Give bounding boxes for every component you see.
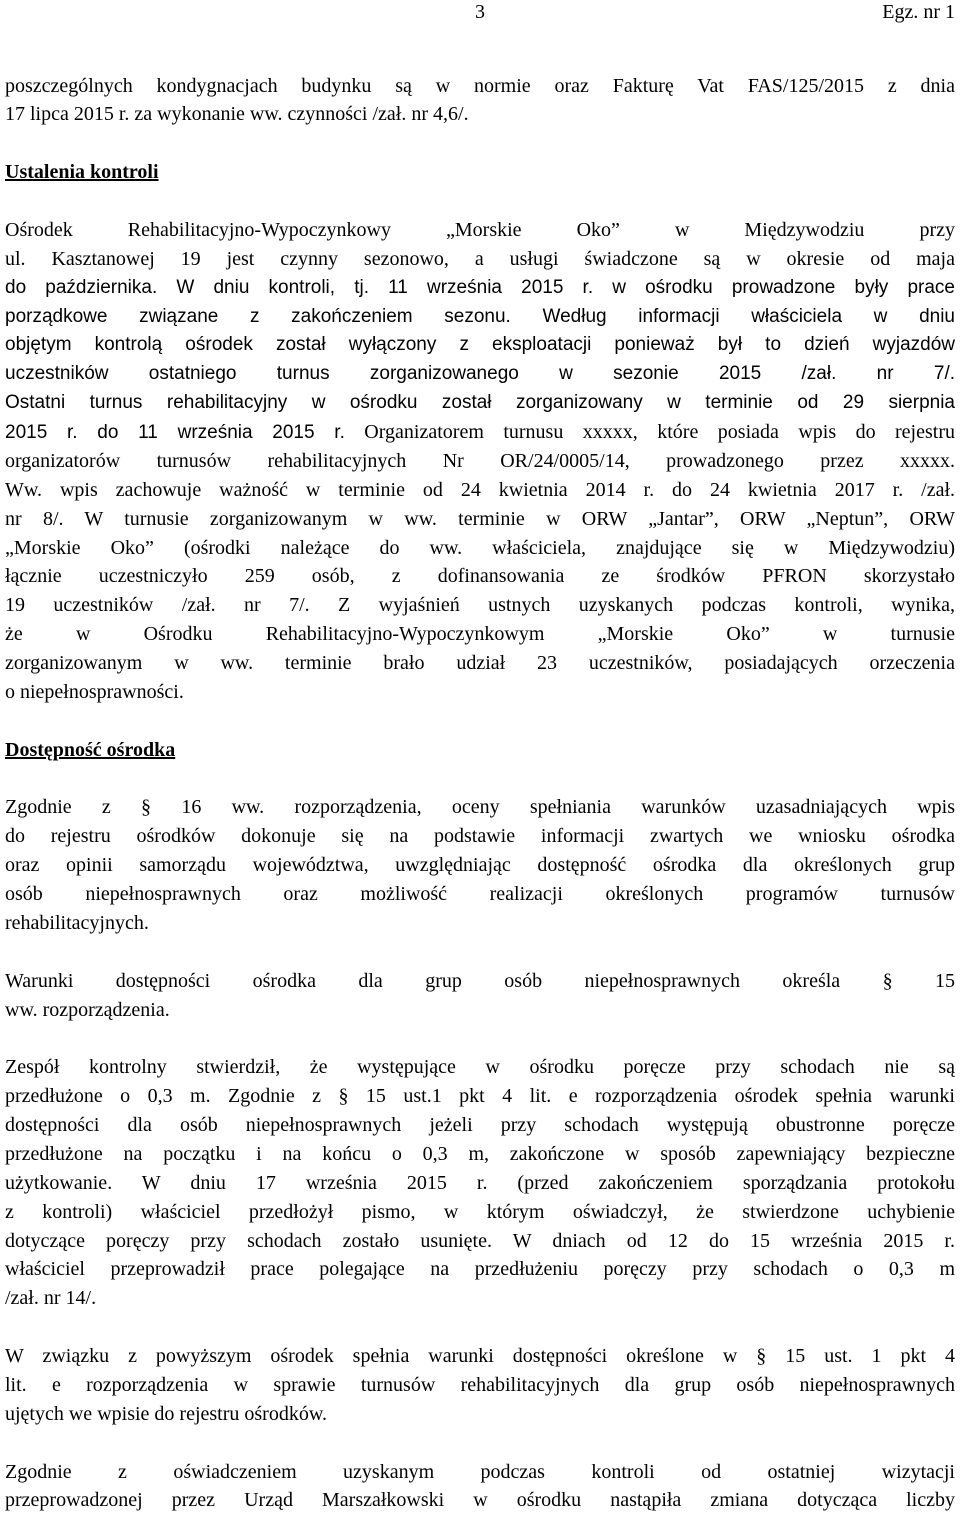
text-line: ww. rozporządzenia. (5, 998, 170, 1021)
text-line: organizatorów turnusów rehabilitacyjnych Nr OR/24/0005/14, prowadzonego przez xxxxx. (5, 449, 955, 472)
text-line: Ww. wpis zachowuje ważność w terminie od 24 kwietnia 2014 r. do 24 kwietnia 2017 r. /zał. (5, 478, 955, 501)
text-line: Zespół kontrolny stwierdził, że występujące w ośrodku poręcze przy schodach nie są (5, 1056, 955, 1079)
text-line: Ostatni turnus rehabilitacyjny w ośrodku został zorganizowany w terminie od 29 sierpnia (5, 392, 955, 414)
text-line: użytkowanie. W dniu 17 września 2015 r. (przed zakończeniem sporządzania protokołu (5, 1171, 955, 1194)
text-line: do rejestru ośrodków dokonuje się na podstawie informacji zwartych we wniosku ośrodka (5, 825, 955, 848)
text-line: że w Ośrodku Rehabilitacyjno-Wypoczynkowym „Morskie Oko” w turnusie (5, 623, 955, 646)
text-segment: 2015 r. do 11 września 2015 r. (5, 422, 345, 443)
text-line: osób niepełnosprawnych oraz możliwość realizacji określonych programów turnusów (5, 883, 955, 905)
text-line: „Morskie Oko” (ośrodki należące do ww. właściciela, znajdujące się w Międzywodziu) (5, 536, 955, 559)
text-line (5, 418, 955, 447)
text-line: Warunki dostępności ośrodka dla grup osób niepełnosprawnych określa § 15 (5, 969, 955, 992)
text-line: Zgodnie z § 16 ww. rozporządzenia, oceny spełniania warunków uzasadniających wpis (5, 796, 955, 819)
document-body (5, 72, 955, 1516)
page-number: 3 (475, 1, 485, 23)
text-line: nr 8/. W turnusie zorganizowanym w ww. terminie w ORW „Jantar”, ORW „Neptun”, ORW (5, 507, 955, 530)
paragraph (5, 1458, 955, 1516)
text-line: /zał. nr 14/. (5, 1287, 97, 1310)
text-segment: Organizatorem turnusu xxxxx, które posiada wpis do rejestru (344, 421, 955, 443)
paragraph (5, 967, 955, 1025)
text-line: łącznie uczestniczyło 259 osób, z dofinansowania ze środków PFRON skorzystało (5, 565, 955, 588)
text-line: przeprowadzonej przez Urząd Marszałkowski w ośrodku nastąpiła zmiana dotycząca liczby (5, 1489, 955, 1512)
text-line: ujętych we wpisie do rejestru ośrodków. (5, 1402, 327, 1425)
text-line: Ośrodek Rehabilitacyjno-Wypoczynkowy „Morskie Oko” w Międzywodziu przy (5, 218, 955, 241)
text-line: ul. Kasztanowej 19 jest czynny sezonowo, a usługi świadczone są w okresie od maja (5, 247, 955, 270)
paragraph (5, 1342, 955, 1429)
text-line: dotyczące poręczy przy schodach zostało usunięte. W dniach od 12 do 15 września 2015 r. (5, 1229, 955, 1252)
text-line: 19 uczestników /zał. nr 7/. Z wyjaśnień ustnych uzyskanych podczas kontroli, wynika, (5, 594, 955, 617)
text-line: Zgodnie z oświadczeniem uzyskanym podczas kontroli od ostatniej wizytacji (5, 1460, 955, 1483)
section-heading: Ustalenia kontroli (5, 161, 159, 184)
text-line: z kontroli) właściciel przedłożył pismo, w którym oświadczył, że stwierdzone uchybienie (5, 1200, 955, 1223)
text-line: poszczególnych kondygnacjach budynku są w normie oraz Fakturę Vat FAS/125/2015 z dnia (5, 74, 955, 97)
text-line: 17 lipca 2015 r. za wykonanie ww. czynności /zał. nr 4,6/. (5, 103, 469, 126)
text-line: oraz opinii samorządu województwa, uwzględniając dostępność ośrodka dla określonych grup (5, 854, 955, 877)
text-line: objętym kontrolą ośrodek został wyłączony z eksploatacji ponieważ był to dzień wyjazdów (5, 334, 955, 356)
text-line: lit. e rozporządzenia w sprawie turnusów rehabilitacyjnych dla grup osób niepełnosprawnych (5, 1373, 955, 1396)
text-line: przedłużone na początku i na końcu o 0,3 m, zakończone w sposób zapewniający bezpieczne (5, 1142, 955, 1165)
paragraph (5, 216, 955, 707)
text-line: rehabilitacyjnych. (5, 911, 149, 934)
text-line: zorganizowanym w ww. terminie brało udział 23 uczestników, posiadających orzeczenia (5, 652, 955, 674)
text-line: W związku z powyższym ośrodek spełnia warunki dostępności określone w § 15 ust. 1 pkt 4 (5, 1345, 955, 1367)
paragraph (5, 72, 955, 130)
text-line: właściciel przeprowadził prace polegające na przedłużeniu poręczy przy schodach o 0,3 m (5, 1258, 955, 1281)
text-line: o niepełnosprawności. (5, 680, 184, 703)
section-heading: Dostępność ośrodka (5, 738, 176, 761)
text-line: porządkowe związane z zakończeniem sezonu. Według informacji właściciela w dniu (5, 305, 955, 327)
copy-label: Egz. nr 1 (882, 1, 955, 23)
paragraph (5, 793, 955, 937)
text-line: uczestników ostatniego turnus zorganizowanego w sezonie 2015 /zał. nr 7/. (5, 363, 955, 385)
paragraph (5, 1053, 955, 1313)
text-line: dostępności dla osób niepełnosprawnych jeżeli przy schodach występują obustronne poręcze (5, 1114, 955, 1136)
text-line: do października. W dniu kontroli, tj. 11 września 2015 r. w ośrodku prowadzone były prace (5, 276, 955, 298)
text-line: przedłużone o 0,3 m. Zgodnie z § 15 ust.1 pkt 4 lit. e rozporządzenia ośrodek spełnia warunki (5, 1085, 955, 1108)
